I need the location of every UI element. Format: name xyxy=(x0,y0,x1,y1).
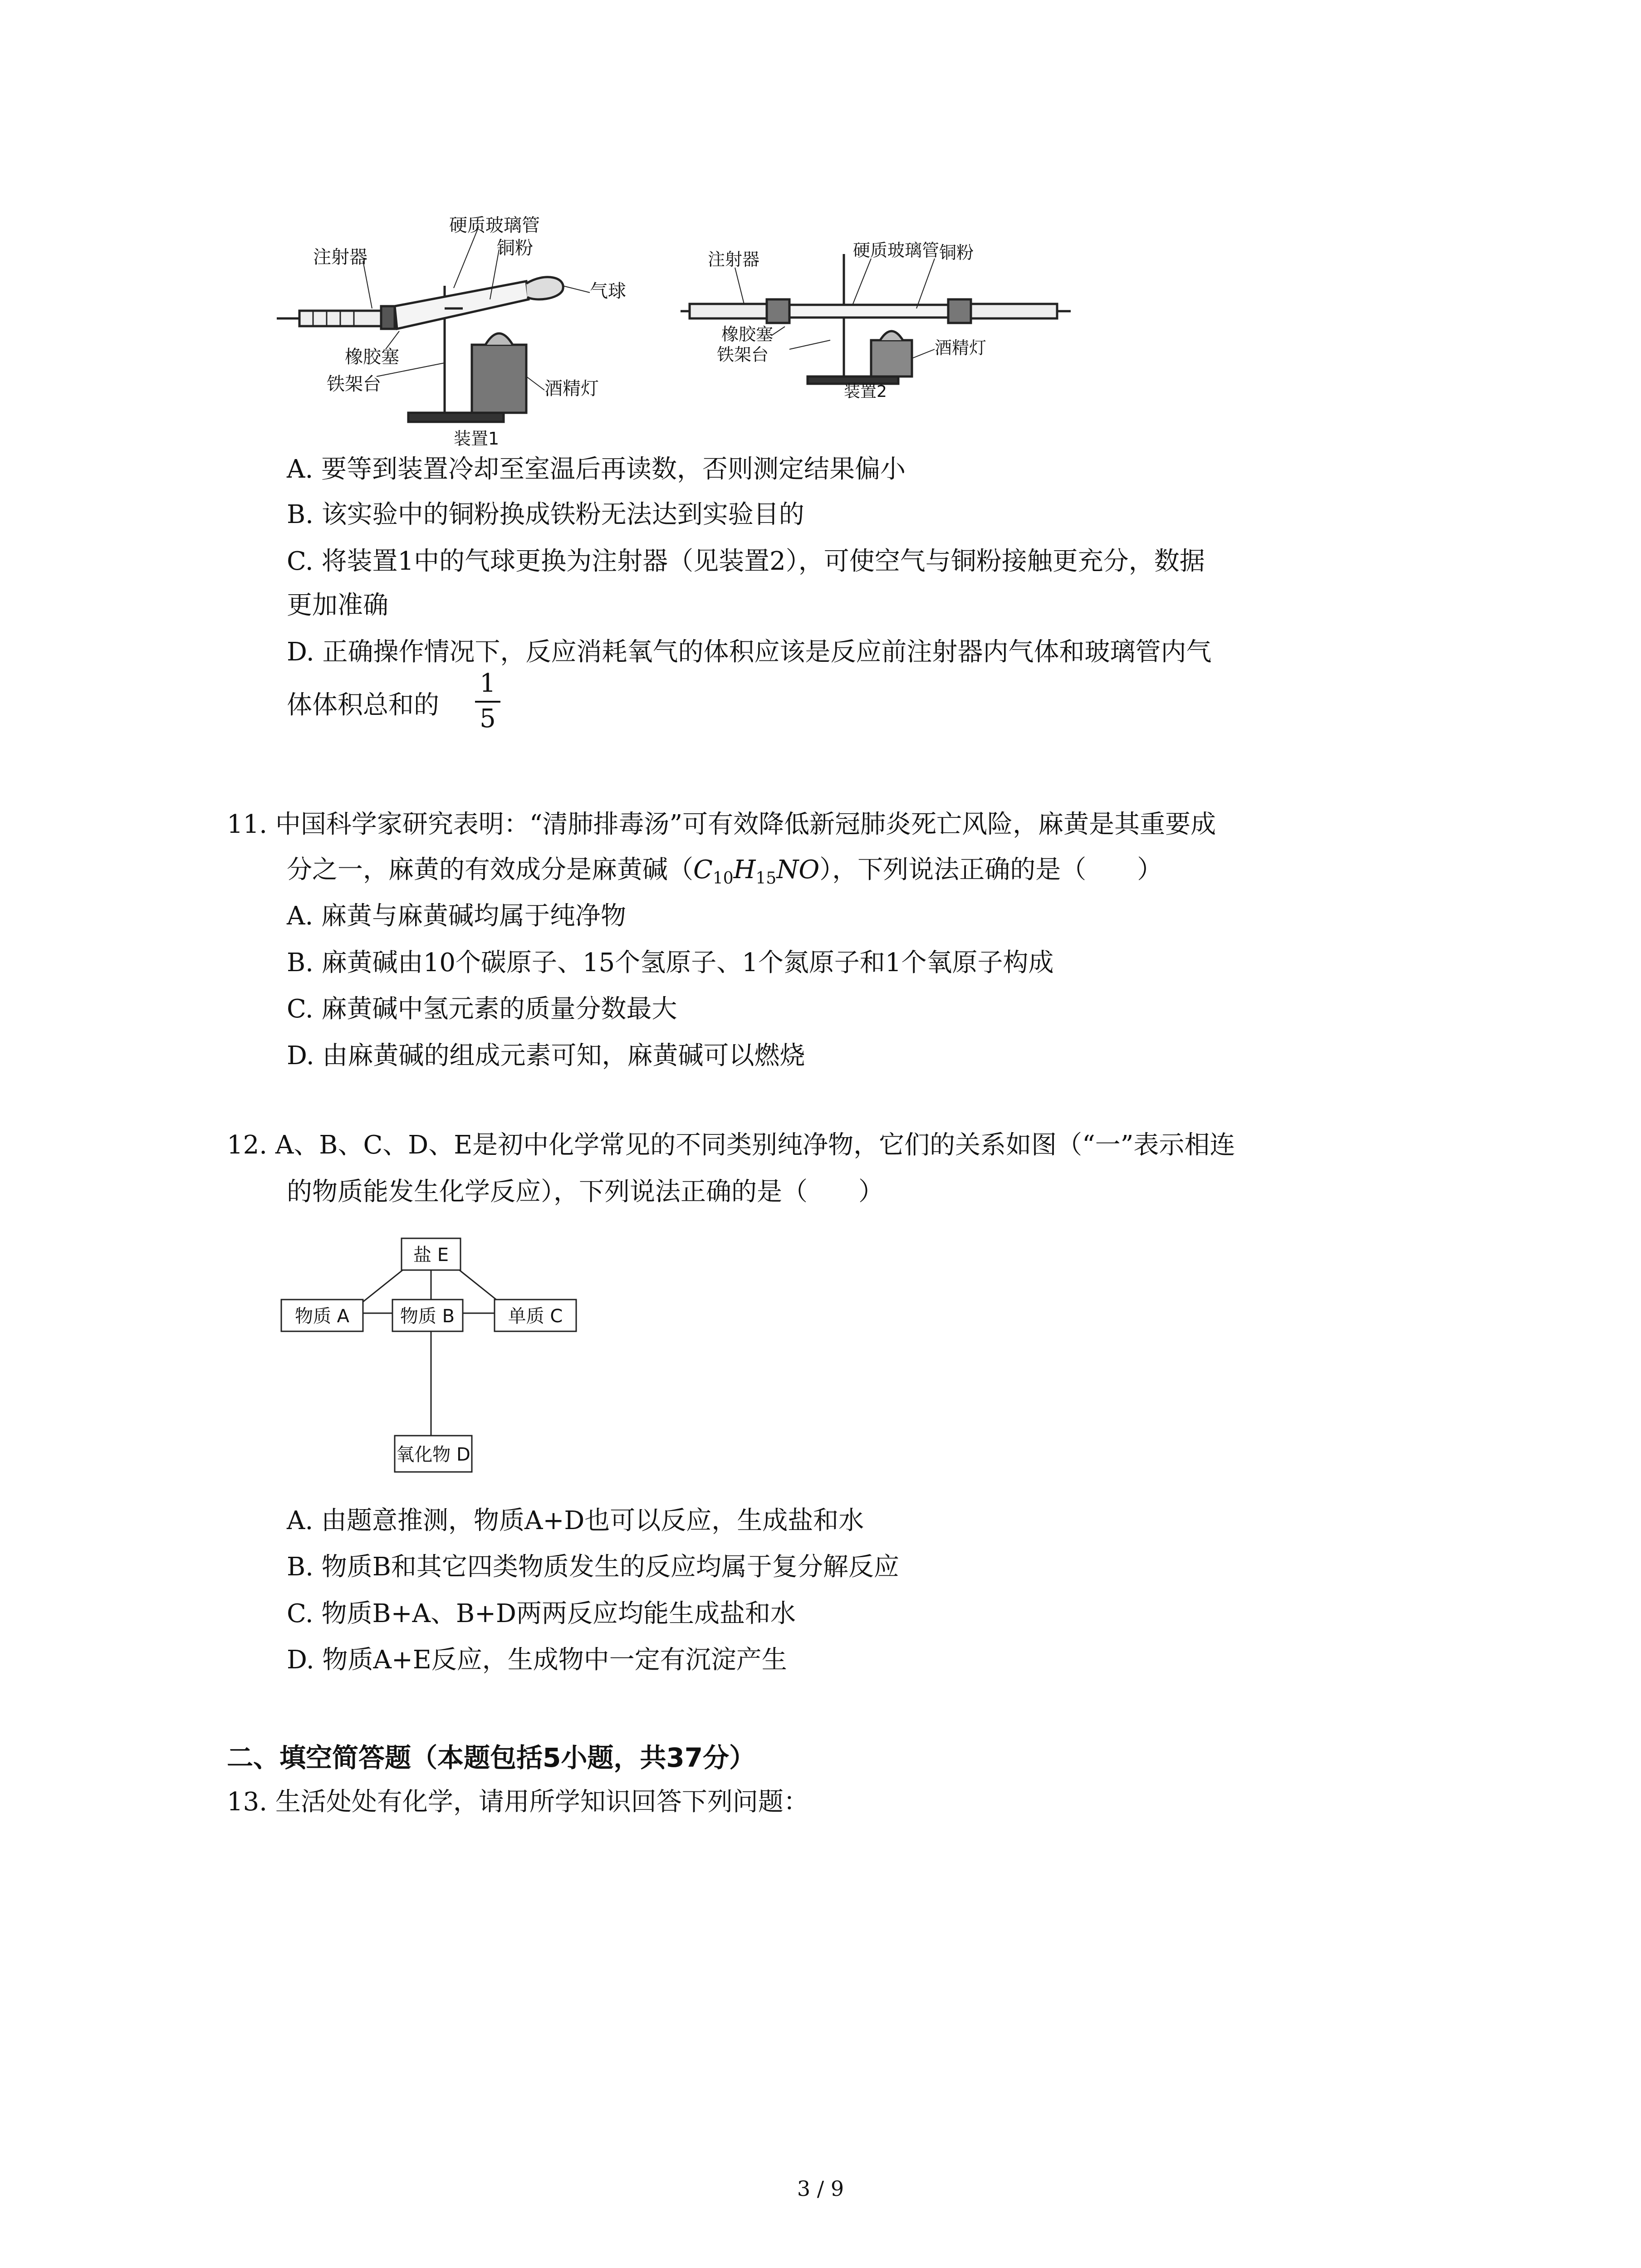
label-glass-tube-2: 硬质玻璃管 xyxy=(853,240,940,260)
q11-stem-suffix: ），下列说法正确的是（ ） xyxy=(819,855,1163,885)
label-syringe-2: 注射器 xyxy=(708,249,760,269)
q12-stem-line1: 12. A、B、C、D、E是初中化学常见的不同类别纯净物，它们的关系如图（“一”表示相连 xyxy=(227,1130,1235,1160)
q11-stem-line1: 11. 中国科学家研究表明：“清肺排毒汤”可有效降低新冠肺炎死亡风险，麻黄是其重要成 xyxy=(227,810,1216,839)
label-balloon: 气球 xyxy=(590,281,626,302)
section-2-heading: 二、填空简答题（本题包括5小题，共37分） xyxy=(227,1742,756,1773)
q12-stem-line2: 的物质能发生化学反应），下列说法正确的是（ ） xyxy=(287,1177,884,1207)
q12-option-d: D. 物质A+E反应，生成物中一定有沉淀产生 xyxy=(287,1645,787,1675)
q12-option-b: B. 物质B和其它四类物质发生的反应均属于复分解反应 xyxy=(287,1552,899,1582)
label-alcohol-lamp-2: 酒精灯 xyxy=(935,338,987,358)
node-substance-a: 物质 A xyxy=(294,1306,350,1327)
page-number: 3 / 9 xyxy=(797,2176,844,2201)
q13-stem: 13. 生活处处有化学，请用所学知识回答下列问题： xyxy=(227,1787,809,1817)
formula-c: C xyxy=(693,855,713,885)
q10-option-c-line1: C. 将装置1中的气球更换为注射器（见装置2），可使空气与铜粉接触更充分，数据 xyxy=(287,547,1205,576)
q11-option-c: C. 麻黄碱中氢元素的质量分数最大 xyxy=(287,994,677,1024)
q10-option-a: A. 要等到装置冷却至室温后再读数，否则测定结果偏小 xyxy=(287,455,906,484)
q10-option-d-line1: D. 正确操作情况下，反应消耗氧气的体积应该是反应前注射器内气体和玻璃管内气 xyxy=(287,637,1212,667)
node-substance-b: 物质 B xyxy=(400,1306,455,1327)
fraction-one-fifth xyxy=(474,669,501,737)
q12-relation-diagram xyxy=(272,1229,644,1497)
q10-option-c-line2: 更加准确 xyxy=(287,591,388,620)
q11-option-b: B. 麻黄碱由10个碳原子、15个氢原子、1个氮原子和1个氧原子构成 xyxy=(287,948,1054,978)
node-element-c: 单质 C xyxy=(508,1306,563,1327)
label-iron-stand: 铁架台 xyxy=(327,374,381,395)
formula-no: NO xyxy=(776,855,820,885)
label-rubber-stopper: 橡胶塞 xyxy=(345,347,399,367)
fraction-bar xyxy=(475,701,500,703)
fraction-denominator: 5 xyxy=(480,704,496,733)
formula-c-sub: 10 xyxy=(712,869,734,888)
label-syringe: 注射器 xyxy=(313,247,367,268)
q10-option-b: B. 该实验中的铜粉换成铁粉无法达到实验目的 xyxy=(287,500,804,529)
q11-stem-line2 xyxy=(287,854,1162,894)
q11-option-a: A. 麻黄与麻黄碱均属于纯净物 xyxy=(287,901,627,931)
apparatus-1-figure xyxy=(272,213,644,449)
fraction-numerator: 1 xyxy=(480,669,496,698)
label-copper-powder-2: 铜粉 xyxy=(939,243,974,263)
formula-h: H xyxy=(733,855,756,885)
q12-option-a: A. 由题意推测，物质A+D也可以反应，生成盐和水 xyxy=(287,1506,864,1535)
formula-h-sub: 15 xyxy=(755,869,777,888)
label-iron-stand-2: 铁架台 xyxy=(717,345,769,365)
node-salt-e: 盐 E xyxy=(413,1245,449,1266)
q11-stem-prefix: 分之一，麻黄的有效成分是麻黄碱（ xyxy=(287,855,693,885)
q12-option-c: C. 物质B+A、B+D两两反应均能生成盐和水 xyxy=(287,1599,796,1628)
caption-apparatus-2: 装置2 xyxy=(844,382,887,401)
label-copper-powder: 铜粉 xyxy=(497,238,533,259)
label-glass-tube: 硬质玻璃管 xyxy=(449,215,540,236)
q10-option-d-line2: 体体积总和的 xyxy=(287,690,439,720)
node-oxide-d: 氧化物 D xyxy=(396,1444,470,1465)
apparatus-2-figure xyxy=(681,240,1080,404)
q11-option-d: D. 由麻黄碱的组成元素可知，麻黄碱可以燃烧 xyxy=(287,1041,805,1070)
caption-apparatus-1: 装置1 xyxy=(454,429,500,449)
label-alcohol-lamp: 酒精灯 xyxy=(544,378,599,399)
label-rubber-stopper-2: 橡胶塞 xyxy=(721,324,774,344)
